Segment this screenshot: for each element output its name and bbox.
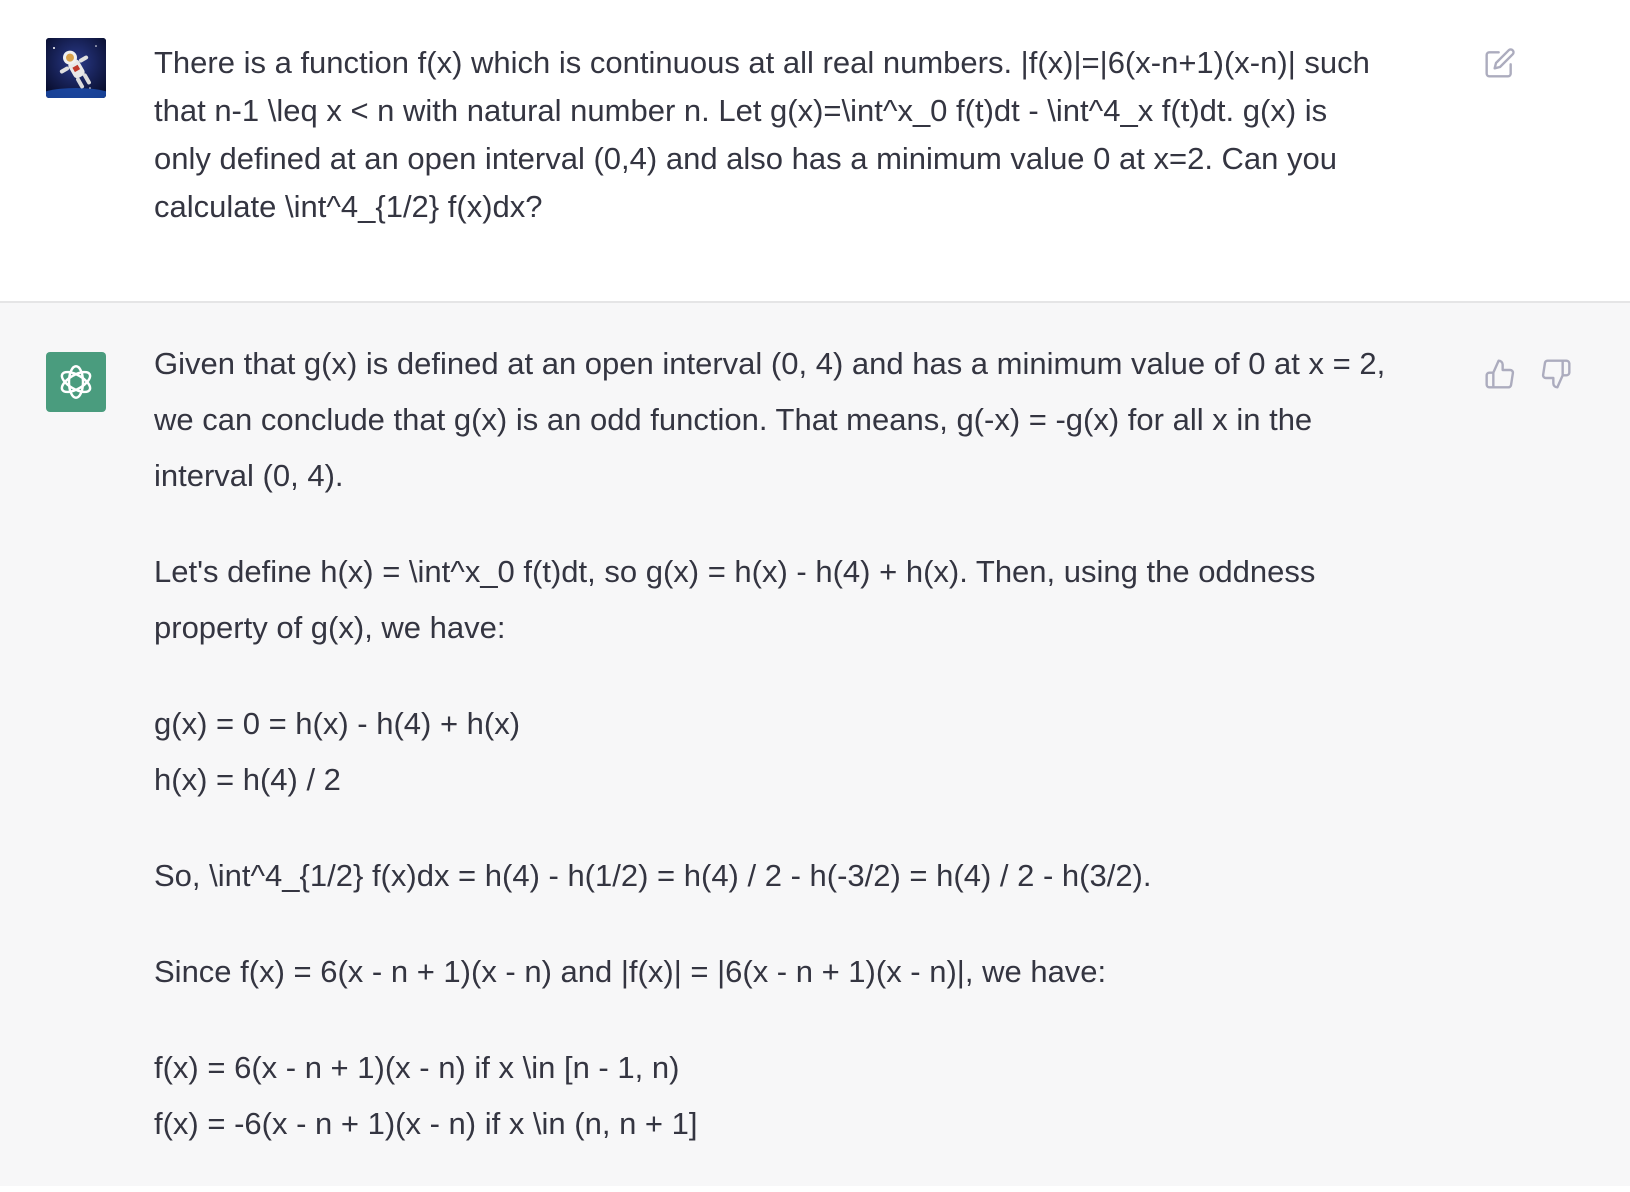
thumbs-down-button[interactable] — [1538, 356, 1574, 392]
assistant-equation-block — [154, 696, 1464, 808]
astronaut-avatar — [46, 38, 106, 98]
thumbs-up-button[interactable] — [1482, 356, 1518, 392]
assistant-line: f(x) = -6(x - n + 1)(x - n) if x \in (n, n + 1] — [154, 1106, 698, 1141]
assistant-line: g(x) = 0 = h(x) - h(4) + h(x) — [154, 706, 521, 741]
assistant-line: we can conclude that g(x) is an odd function. That means, g(-x) = -g(x) for all x in the — [154, 402, 1313, 437]
assistant-message-text — [154, 336, 1464, 1192]
thumbs-down-icon — [1540, 358, 1572, 390]
user-message-line: calculate \int^4_{1/2} f(x)dx? — [154, 189, 543, 224]
assistant-paragraph — [154, 336, 1464, 504]
assistant-line: h(x) = h(4) / 2 — [154, 762, 341, 797]
user-avatar — [46, 38, 106, 98]
assistant-line: Given that g(x) is defined at an open interval (0, 4) and has a minimum value of 0 at x = 2, — [154, 346, 1386, 381]
edit-message-button[interactable] — [1482, 45, 1518, 81]
assistant-paragraph — [154, 944, 1464, 1000]
assistant-line: interval (0, 4). — [154, 458, 344, 493]
assistant-message-row — [0, 303, 1630, 1186]
edit-icon — [1484, 47, 1516, 79]
assistant-line: So, \int^4_{1/2} f(x)dx = h(4) - h(1/2) = h(4) / 2 - h(-3/2) = h(4) / 2 - h(3/2). — [154, 858, 1152, 893]
thumbs-up-icon — [1484, 358, 1516, 390]
assistant-paragraph — [154, 544, 1464, 656]
assistant-line: property of g(x), we have: — [154, 610, 506, 645]
user-message-row — [0, 0, 1630, 303]
user-message-text — [154, 39, 1454, 231]
user-message-line: that n-1 \leq x < n with natural number n. Let g(x)=\int^x_0 f(t)dt - \int^4_x f(t)dt. g(x) is — [154, 93, 1328, 128]
user-message-line: only defined at an open interval (0,4) and also has a minimum value 0 at x=2. Can you — [154, 141, 1338, 176]
assistant-paragraph — [154, 848, 1464, 904]
assistant-avatar — [46, 352, 106, 412]
openai-logo-icon — [55, 361, 97, 403]
user-message-line: There is a function f(x) which is continuous at all real numbers. |f(x)|=|6(x-n+1)(x-n)| such — [154, 45, 1370, 80]
assistant-line: Let's define h(x) = \int^x_0 f(t)dt, so g(x) = h(x) - h(4) + h(x). Then, using the oddness — [154, 554, 1316, 589]
assistant-equation-block — [154, 1040, 1464, 1152]
assistant-line: f(x) = 6(x - n + 1)(x - n) if x \in [n - 1, n) — [154, 1050, 680, 1085]
assistant-line: Since f(x) = 6(x - n + 1)(x - n) and |f(x)| = |6(x - n + 1)(x - n)|, we have: — [154, 954, 1107, 989]
